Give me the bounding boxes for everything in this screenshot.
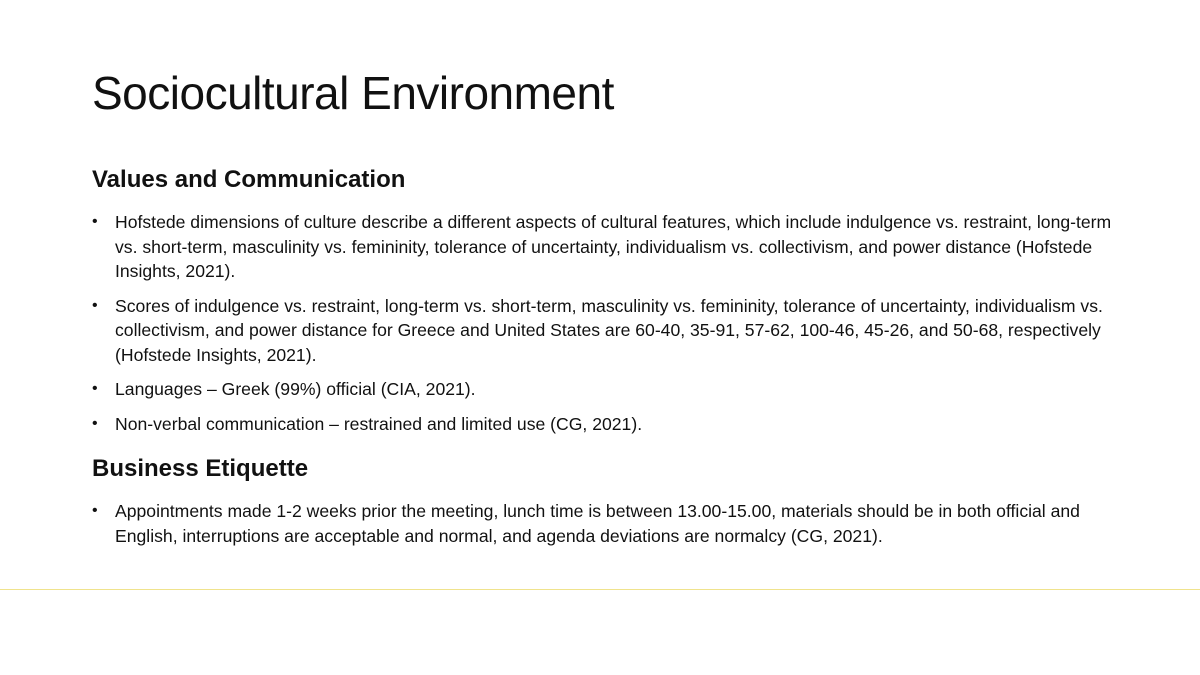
bullet-text: Non-verbal communication – restrained and limited use (CG, 2021). [115, 413, 643, 434]
bullet-icon: • [92, 213, 98, 230]
section-heading-business-etiquette: Business Etiquette [92, 455, 309, 482]
bullet-item [92, 210, 1122, 284]
bullet-text: Appointments made 1-2 weeks prior the meeting, lunch time is between 13.00-15.00, materials should be in both official and English, interruptions are acceptable and normal, and agenda deviations are normalcy (CG, 2021). [115, 501, 1080, 546]
bullet-text: Hofstede dimensions of culture describe a different aspects of cultural features, which include indulgence vs. restraint, long-term vs. short-term, masculinity vs. femininity, tolerance of uncertainty, individualism vs. collectivism, and power distance (Hofstede Insights, 2021). [115, 212, 1112, 281]
bullet-icon: • [92, 296, 98, 314]
bullet-icon: • [92, 380, 98, 397]
bullet-item [92, 412, 1122, 437]
slide-title: Sociocultural Environment [92, 67, 614, 119]
bullet-icon: • [92, 502, 98, 519]
bullet-item [92, 377, 1122, 402]
business-etiquette-list [92, 499, 1122, 558]
bullet-item [92, 294, 1122, 368]
bullet-text: Scores of indulgence vs. restraint, long-term vs. short-term, masculinity vs. femininity, tolerance of uncertainty, individualism vs. collectivism, and power distance for Greece and United States are 60-40, 35-91, 57-62, 100-46, 45-26, and 50-68, respectively (Hofstede Insights, 2021). [115, 295, 1103, 365]
bullet-text: Languages – Greek (99%) official (CIA, 2021). [115, 379, 476, 399]
values-and-communication-list [92, 210, 1122, 446]
bullet-item [92, 499, 1122, 548]
section-heading-values-and-communication: Values and Communication [92, 166, 406, 193]
bullet-icon: • [92, 414, 98, 432]
slide-divider-line [0, 589, 1200, 590]
